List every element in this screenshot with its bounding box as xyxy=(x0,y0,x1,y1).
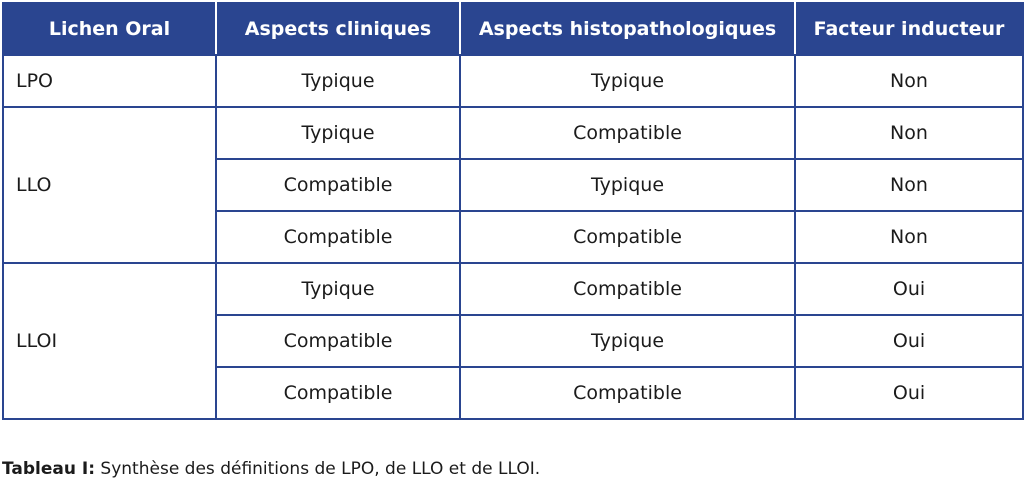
cell-clinical: Typique xyxy=(216,107,460,159)
table-row xyxy=(3,107,1023,159)
cell-histo: Typique xyxy=(460,315,795,367)
definitions-table xyxy=(2,2,1024,420)
header-facteur-inducteur: Facteur inducteur xyxy=(795,3,1023,55)
caption-label: Tableau I: xyxy=(2,459,96,479)
cell-histo: Typique xyxy=(460,55,795,107)
caption-text: Synthèse des définitions de LPO, de LLO et de LLOI. xyxy=(95,459,541,479)
cell-clinical: Typique xyxy=(216,263,460,315)
cell-clinical: Compatible xyxy=(216,211,460,263)
header-aspects-histopathologiques: Aspects histopathologiques xyxy=(460,3,795,55)
header-aspects-cliniques: Aspects cliniques xyxy=(216,3,460,55)
group-label-lloi: LLOI xyxy=(3,263,216,419)
cell-histo: Typique xyxy=(460,159,795,211)
table-row xyxy=(3,263,1023,315)
cell-inducer: Oui xyxy=(795,367,1023,419)
table-row xyxy=(3,55,1023,107)
cell-inducer: Non xyxy=(795,55,1023,107)
cell-inducer: Non xyxy=(795,159,1023,211)
cell-clinical: Compatible xyxy=(216,315,460,367)
group-label-llo: LLO xyxy=(3,107,216,263)
definitions-table-container xyxy=(2,2,1022,420)
cell-clinical: Compatible xyxy=(216,367,460,419)
table-caption xyxy=(2,459,540,479)
cell-inducer: Non xyxy=(795,107,1023,159)
cell-inducer: Non xyxy=(795,211,1023,263)
cell-histo: Compatible xyxy=(460,107,795,159)
cell-clinical: Typique xyxy=(216,55,460,107)
cell-histo: Compatible xyxy=(460,367,795,419)
cell-histo: Compatible xyxy=(460,211,795,263)
cell-histo: Compatible xyxy=(460,263,795,315)
cell-clinical: Compatible xyxy=(216,159,460,211)
group-label-lpo: LPO xyxy=(3,55,216,107)
cell-inducer: Oui xyxy=(795,263,1023,315)
header-lichen-oral: Lichen Oral xyxy=(3,3,216,55)
table-header-row xyxy=(3,3,1023,55)
cell-inducer: Oui xyxy=(795,315,1023,367)
